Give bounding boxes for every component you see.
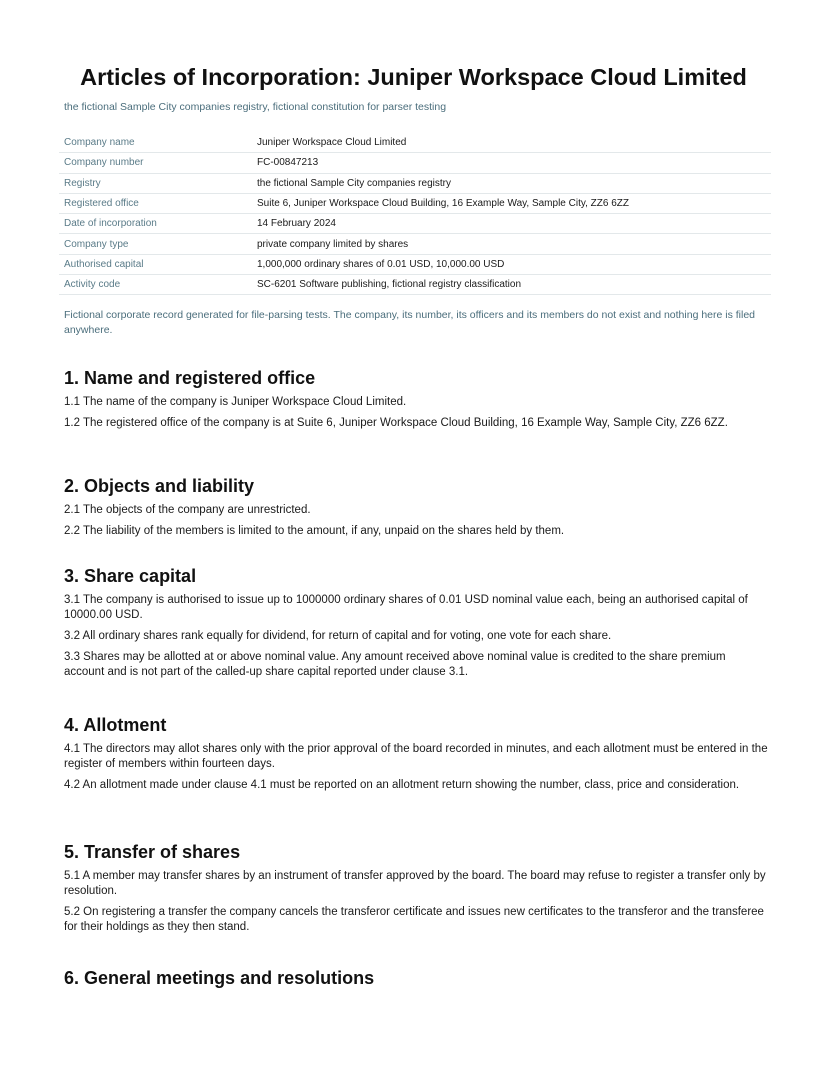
table-row — [59, 214, 771, 234]
fact-value: 14 February 2024 — [252, 214, 771, 234]
fact-label: Company number — [59, 153, 252, 173]
fact-label: Date of incorporation — [59, 214, 252, 234]
section-heading: 2. Objects and liability — [64, 476, 255, 496]
disclaimer-note: Fictional corporate record generated for file-parsing tests. The company, its number, its officers and its members do not exist and nothing here is filed anywhere. — [64, 309, 756, 336]
clause: 3.1 The company is authorised to issue up to 1000000 ordinary shares of 0.01 USD nominal value each, being an authorised capital of 10000.00 USD. — [64, 594, 748, 621]
table-row — [59, 173, 771, 193]
section-heading: 6. General meetings and resolutions — [64, 968, 375, 988]
clause: 3.3 Shares may be allotted at or above nominal value. Any amount received above nominal value is credited to the share premium account and is not part of the called-up share capital reported under clause 3.1. — [64, 651, 726, 678]
clause: 2.2 The liability of the members is limited to the amount, if any, unpaid on the shares held by them. — [64, 525, 565, 537]
section-general-meetings — [64, 967, 769, 995]
section-objects-and-liability — [64, 475, 769, 545]
fact-value: the fictional Sample City companies registry — [252, 173, 771, 193]
table-row — [59, 254, 771, 274]
section-heading: 4. Allotment — [64, 715, 167, 735]
fact-label: Company name — [59, 133, 252, 153]
clause: 4.2 An allotment made under clause 4.1 must be reported on an allotment return showing the number, class, price and consideration. — [64, 779, 740, 791]
clause: 1.2 The registered office of the company is at Suite 6, Juniper Workspace Cloud Building, 16 Example Way, Sample City, ZZ6 6ZZ. — [64, 417, 728, 429]
fact-label: Authorised capital — [59, 254, 252, 274]
fact-value: private company limited by shares — [252, 234, 771, 254]
table-row — [59, 133, 771, 153]
fact-label: Company type — [59, 234, 252, 254]
clause: 2.1 The objects of the company are unrestricted. — [64, 504, 311, 516]
table-row — [59, 193, 771, 213]
table-row — [59, 234, 771, 254]
clause: 5.1 A member may transfer shares by an instrument of transfer approved by the board. The board may refuse to register a transfer only by resolution. — [64, 870, 766, 897]
section-heading: 5. Transfer of shares — [64, 842, 241, 862]
fact-label: Activity code — [59, 275, 252, 295]
section-share-capital — [64, 565, 769, 686]
clause: 4.1 The directors may allot shares only with the prior approval of the board recorded in minutes, and each allotment must be entered in the register of members within fourteen days. — [64, 743, 768, 770]
fact-value: SC-6201 Software publishing, fictional registry classification — [252, 275, 771, 295]
clause: 1.1 The name of the company is Juniper Workspace Cloud Limited. — [64, 396, 407, 408]
fact-value: 1,000,000 ordinary shares of 0.01 USD, 10,000.00 USD — [252, 254, 771, 274]
fact-label: Registry — [59, 173, 252, 193]
document-subtitle: the fictional Sample City companies registry, fictional constitution for parser testing — [64, 101, 447, 113]
fact-value: FC-00847213 — [252, 153, 771, 173]
section-heading: 1. Name and registered office — [64, 368, 316, 388]
clause: 5.2 On registering a transfer the company cancels the transferor certificate and issues new certificates to the transferor and the transferee for their holdings as they then stand. — [64, 906, 764, 933]
section-transfer-of-shares — [64, 841, 769, 941]
section-allotment — [64, 714, 769, 799]
section-name-and-office — [64, 367, 769, 437]
table-row — [59, 153, 771, 173]
fact-value: Juniper Workspace Cloud Limited — [252, 133, 771, 153]
table-row — [59, 275, 771, 295]
section-heading: 3. Share capital — [64, 566, 197, 586]
document-title: Articles of Incorporation: Juniper Workspace Cloud Limited — [80, 64, 747, 90]
clause: 3.2 All ordinary shares rank equally for dividend, for return of capital and for voting, one vote for each share. — [64, 630, 612, 642]
company-facts-table — [59, 133, 771, 295]
fact-value: Suite 6, Juniper Workspace Cloud Building, 16 Example Way, Sample City, ZZ6 6ZZ — [252, 193, 771, 213]
fact-label: Registered office — [59, 193, 252, 213]
